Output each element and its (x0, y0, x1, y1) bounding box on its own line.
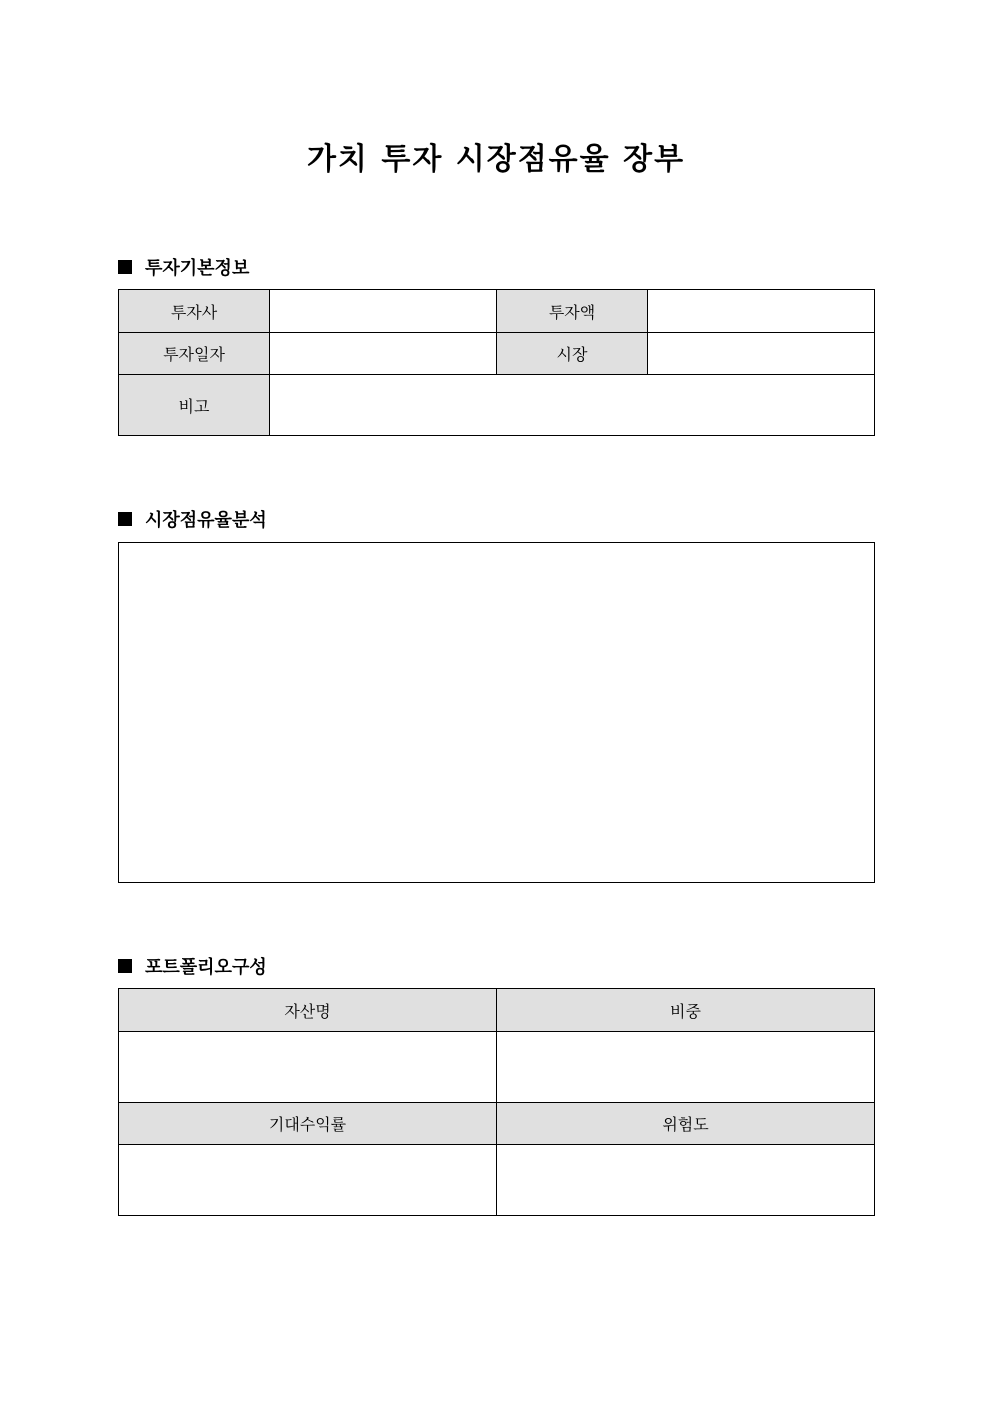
field-asset[interactable] (119, 1032, 497, 1103)
portfolio-table (118, 988, 875, 1216)
section-heading-market-share (118, 506, 267, 532)
label-weight: 비중 (497, 989, 875, 1032)
page-title: 가치 투자 시장점유율 장부 (306, 142, 686, 177)
section-heading-text: 투자기본정보 (145, 258, 250, 279)
market-share-analysis-box[interactable] (118, 542, 875, 883)
field-amount[interactable] (648, 290, 875, 333)
square-bullet-icon (118, 959, 132, 973)
label-note: 비고 (119, 375, 270, 436)
field-investor[interactable] (270, 290, 497, 333)
field-expected-return[interactable] (119, 1145, 497, 1216)
section-heading-portfolio (118, 953, 267, 979)
field-note[interactable] (270, 375, 875, 436)
label-amount: 투자액 (497, 290, 648, 333)
section-heading-text: 포트폴리오구성 (145, 957, 267, 978)
field-date[interactable] (270, 333, 497, 375)
label-risk: 위험도 (497, 1103, 875, 1145)
label-date: 투자일자 (119, 333, 270, 375)
label-expected-return: 기대수익률 (119, 1103, 497, 1145)
label-market: 시장 (497, 333, 648, 375)
section-heading-basic-info (118, 254, 249, 280)
square-bullet-icon (118, 260, 132, 274)
label-investor: 투자사 (119, 290, 270, 333)
field-weight[interactable] (497, 1032, 875, 1103)
square-bullet-icon (118, 512, 132, 526)
basic-info-table (118, 289, 875, 436)
section-heading-text: 시장점유율분석 (145, 510, 267, 531)
label-asset: 자산명 (119, 989, 497, 1032)
field-market[interactable] (648, 333, 875, 375)
field-risk[interactable] (497, 1145, 875, 1216)
